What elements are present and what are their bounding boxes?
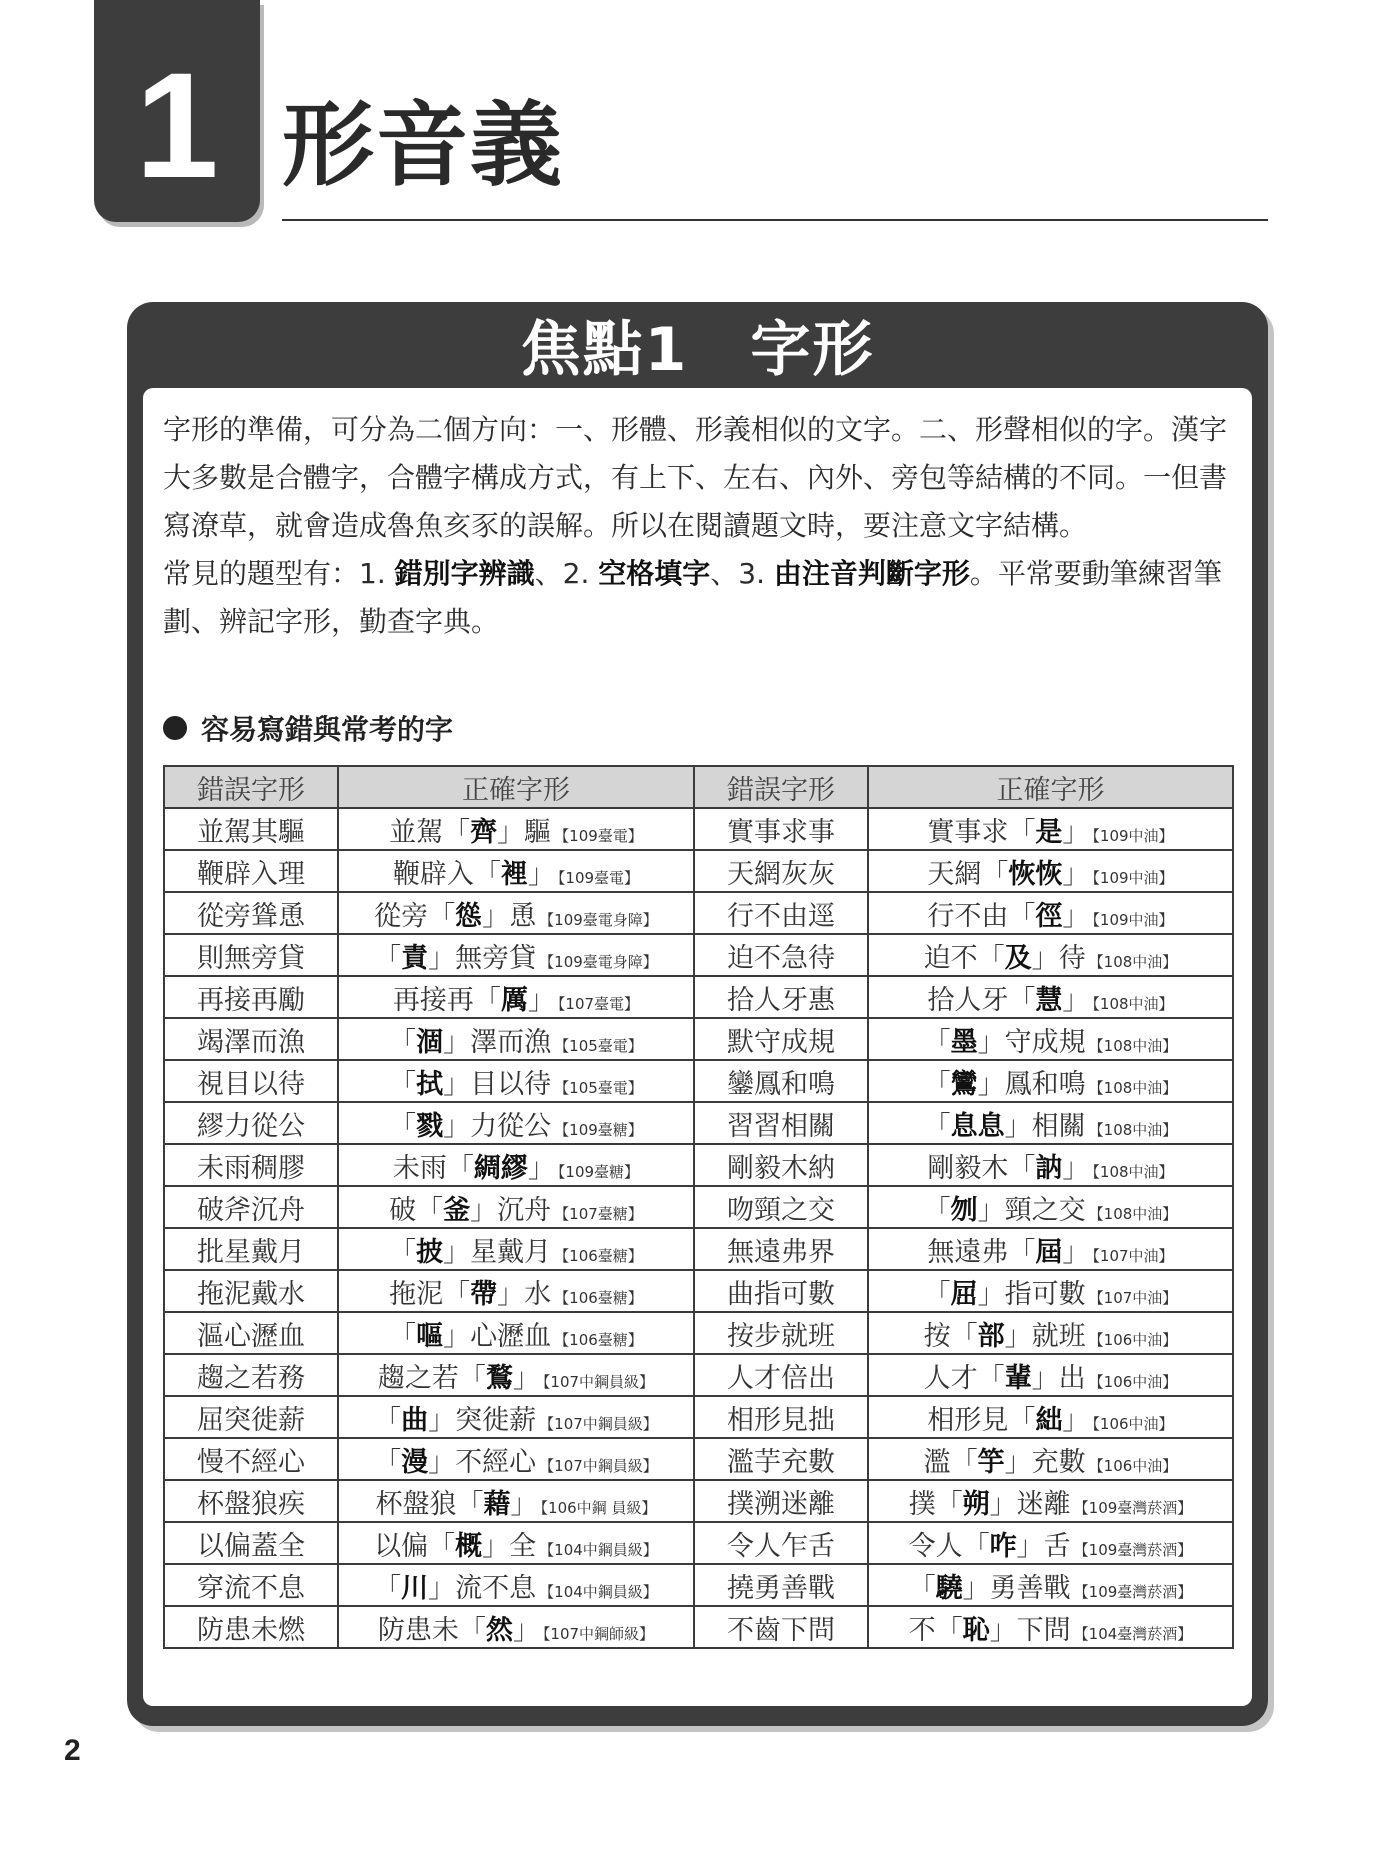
exam-source: 【109中油】 xyxy=(1092,826,1174,845)
correct-form-cell xyxy=(338,1186,694,1228)
wrong-form-cell: 再接再勵 xyxy=(164,976,338,1018)
wrong-form-cell: 濫芋充數 xyxy=(694,1438,868,1480)
exam-source: 【104中鋼員級】 xyxy=(539,1540,658,1559)
correct-key-char: 鶩 xyxy=(485,1362,513,1394)
correct-prefix: 「 xyxy=(923,1068,951,1100)
correct-form-cell xyxy=(338,934,694,976)
correct-form-cell xyxy=(868,1438,1233,1480)
correct-prefix: 人才「 xyxy=(923,1362,1005,1394)
correct-form-cell xyxy=(868,1522,1233,1564)
correct-suffix: 」 xyxy=(527,858,555,890)
correct-prefix: 「 xyxy=(908,1572,936,1604)
wrong-form-cell: 趨之若務 xyxy=(164,1354,338,1396)
correct-suffix: 」沉舟 xyxy=(470,1194,552,1226)
correct-form-cell xyxy=(338,1102,694,1144)
correct-key-char: 屈 xyxy=(950,1278,978,1310)
header-correct-form-1: 正確字形 xyxy=(338,766,694,808)
header-wrong-form-2: 錯誤字形 xyxy=(694,766,868,808)
correct-suffix: 」迷離 xyxy=(989,1488,1071,1520)
correct-form-cell xyxy=(338,1270,694,1312)
wrong-form-cell: 穿流不息 xyxy=(164,1564,338,1606)
correct-prefix: 從旁「 xyxy=(374,900,456,932)
correct-prefix: 並駕「 xyxy=(389,816,471,848)
correct-prefix: 「 xyxy=(389,1236,417,1268)
correct-suffix: 」力從公 xyxy=(443,1110,552,1142)
wrong-form-cell: 破斧沉舟 xyxy=(164,1186,338,1228)
table-row xyxy=(164,934,1233,976)
section-heading xyxy=(163,708,453,748)
correct-prefix: 拾人牙「 xyxy=(927,984,1036,1016)
exam-source: 【108中油】 xyxy=(1088,1036,1178,1055)
wrong-form-cell: 未雨稠膠 xyxy=(164,1144,338,1186)
correct-prefix: 天網「 xyxy=(927,858,1009,890)
exam-source: 【106臺糖】 xyxy=(554,1246,643,1265)
correct-prefix: 以偏「 xyxy=(374,1530,456,1562)
header-wrong-form-1: 錯誤字形 xyxy=(164,766,338,808)
correct-key-char: 墨 xyxy=(950,1026,978,1058)
correct-form-cell xyxy=(338,1522,694,1564)
correct-form-cell xyxy=(868,1396,1233,1438)
focus-panel xyxy=(127,302,1268,1726)
correct-key-char: 然 xyxy=(485,1614,513,1646)
correct-form-cell xyxy=(868,1102,1233,1144)
correct-suffix: 」 xyxy=(1062,1152,1090,1184)
correct-form-cell xyxy=(868,1228,1233,1270)
exam-source: 【107中鋼員級】 xyxy=(539,1456,658,1475)
intro-p2-sep1: 、2. xyxy=(534,557,599,590)
correct-prefix: 令人「 xyxy=(908,1530,990,1562)
page-number: 2 xyxy=(64,1734,81,1767)
correct-key-char: 是 xyxy=(1035,816,1063,848)
correct-suffix: 」水 xyxy=(497,1278,552,1310)
correct-suffix: 」守成規 xyxy=(977,1026,1086,1058)
wrong-form-cell: 屈突徙薪 xyxy=(164,1396,338,1438)
correct-key-char: 竽 xyxy=(977,1446,1005,1478)
correct-key-char: 綢繆 xyxy=(473,1152,528,1184)
wrong-form-cell: 竭澤而漁 xyxy=(164,1018,338,1060)
correct-key-char: 川 xyxy=(401,1572,429,1604)
correct-prefix: 鞭辟入「 xyxy=(392,858,501,890)
exam-source: 【106臺糖】 xyxy=(554,1330,643,1349)
correct-key-char: 披 xyxy=(416,1236,444,1268)
correct-key-char: 概 xyxy=(455,1530,483,1562)
wrong-form-cell: 從旁聳恿 xyxy=(164,892,338,934)
table-row xyxy=(164,892,1233,934)
exam-source: 【108中油】 xyxy=(1088,1078,1178,1097)
wrong-form-cell: 曲指可數 xyxy=(694,1270,868,1312)
wrong-form-cell: 鑾鳳和鳴 xyxy=(694,1060,868,1102)
exam-source: 【104中鋼員級】 xyxy=(539,1582,658,1601)
wrong-form-cell: 撓勇善戰 xyxy=(694,1564,868,1606)
exam-source: 【107臺糖】 xyxy=(554,1204,643,1223)
wrong-form-cell: 視目以待 xyxy=(164,1060,338,1102)
table-row xyxy=(164,1102,1233,1144)
correct-form-cell xyxy=(868,892,1233,934)
table-row xyxy=(164,850,1233,892)
correct-suffix: 」 xyxy=(1062,900,1090,932)
table-row xyxy=(164,1060,1233,1102)
correct-suffix: 」 xyxy=(527,1152,555,1184)
exam-source: 【105臺電】 xyxy=(554,1036,643,1055)
correct-prefix: 「 xyxy=(374,1572,402,1604)
correct-prefix: 再接再「 xyxy=(392,984,501,1016)
table-row xyxy=(164,1144,1233,1186)
table-row xyxy=(164,1606,1233,1648)
correct-suffix: 」 xyxy=(512,1362,540,1394)
correct-form-cell xyxy=(338,808,694,850)
wrong-form-cell: 拖泥戴水 xyxy=(164,1270,338,1312)
correct-form-cell xyxy=(868,1564,1233,1606)
exam-source: 【109臺電】 xyxy=(557,868,640,887)
correct-suffix: 」心瀝血 xyxy=(443,1320,552,1352)
correct-key-char: 慫 xyxy=(455,900,483,932)
wrong-form-cell: 默守成規 xyxy=(694,1018,868,1060)
correct-form-cell xyxy=(338,1606,694,1648)
wrong-form-cell: 行不由逕 xyxy=(694,892,868,934)
correct-key-char: 徑 xyxy=(1035,900,1063,932)
correct-suffix: 」出 xyxy=(1031,1362,1086,1394)
exam-source: 【106中油】 xyxy=(1088,1456,1178,1475)
correct-prefix: 撲「 xyxy=(908,1488,963,1520)
table-body xyxy=(164,808,1233,1648)
exam-source: 【109臺灣菸酒】 xyxy=(1073,1498,1193,1517)
correct-form-cell xyxy=(338,1144,694,1186)
chapter-divider xyxy=(282,219,1268,221)
correct-form-cell xyxy=(868,1018,1233,1060)
exam-source: 【108中油】 xyxy=(1088,1120,1178,1139)
correct-key-char: 咋 xyxy=(989,1530,1017,1562)
exam-source: 【109臺電身障】 xyxy=(539,910,658,929)
wrong-form-cell: 無遠弗界 xyxy=(694,1228,868,1270)
question-type-1: 錯別字辨識 xyxy=(394,557,535,590)
intro-p2-suffix: 。平常要動筆練習筆劃、辨記字形，勤查字典。 xyxy=(163,557,1222,638)
section-heading-text: 容易寫錯與常考的字 xyxy=(201,713,454,746)
correct-form-cell xyxy=(338,1228,694,1270)
wrong-form-cell: 迫不急待 xyxy=(694,934,868,976)
exam-source: 【109臺電】 xyxy=(554,826,643,845)
exam-source: 【104臺灣菸酒】 xyxy=(1073,1624,1193,1643)
correct-form-cell xyxy=(868,1060,1233,1102)
correct-form-cell xyxy=(868,808,1233,850)
correct-prefix: 未雨「 xyxy=(392,1152,474,1184)
correct-key-char: 輩 xyxy=(1004,1362,1032,1394)
correct-form-cell xyxy=(338,850,694,892)
header-correct-form-2: 正確字形 xyxy=(868,766,1233,808)
table-row xyxy=(164,1354,1233,1396)
correct-suffix: 」不經心 xyxy=(428,1446,537,1478)
correct-suffix: 」 xyxy=(1062,984,1090,1016)
correct-key-char: 嘔 xyxy=(416,1320,444,1352)
intro-paragraph-1: 字形的準備，可分為二個方向：一、形體、形義相似的文字。二、形聲相似的字。漢字大多數是合體字，合體字構成方式，有上下、左右、內外、旁包等結構的不同。一但書寫潦草，就會造成魯魚亥豕的誤解。所以在閱讀題文時，要注意文字結構。 xyxy=(163,413,1228,542)
exam-source: 【109中油】 xyxy=(1092,910,1174,929)
correct-prefix: 「 xyxy=(389,1068,417,1100)
correct-key-char: 及 xyxy=(1004,942,1032,974)
correct-suffix: 」 xyxy=(1062,816,1090,848)
exam-source: 【107中鋼師級】 xyxy=(542,1624,655,1643)
chapter-tab xyxy=(94,0,260,222)
wrong-form-cell: 漚心瀝血 xyxy=(164,1312,338,1354)
correct-suffix: 」目以待 xyxy=(443,1068,552,1100)
wrong-form-cell: 繆力從公 xyxy=(164,1102,338,1144)
exam-source: 【106中油】 xyxy=(1088,1330,1178,1349)
exam-source: 【109中油】 xyxy=(1092,868,1174,887)
correct-prefix: 杯盤狼「 xyxy=(375,1488,484,1520)
wrong-form-cell: 習習相關 xyxy=(694,1102,868,1144)
exam-source: 【109臺糖】 xyxy=(554,1120,643,1139)
correct-prefix: 剛毅木「 xyxy=(927,1152,1036,1184)
correct-suffix: 」澤而漁 xyxy=(443,1026,552,1058)
correct-form-cell xyxy=(868,1144,1233,1186)
correct-suffix: 」下問 xyxy=(989,1614,1071,1646)
correct-form-cell xyxy=(868,1354,1233,1396)
exam-source: 【106中油】 xyxy=(1088,1372,1178,1391)
correct-key-char: 責 xyxy=(401,942,429,974)
table-row xyxy=(164,1438,1233,1480)
correct-suffix: 」指可數 xyxy=(977,1278,1086,1310)
table-row xyxy=(164,1228,1233,1270)
correct-prefix: 按「 xyxy=(923,1320,978,1352)
correct-suffix: 」 xyxy=(527,984,555,1016)
correct-key-char: 恥 xyxy=(962,1614,990,1646)
wrong-form-cell: 防患未燃 xyxy=(164,1606,338,1648)
wrong-form-cell: 天網灰灰 xyxy=(694,850,868,892)
intro-p2-prefix: 常見的題型有：1. xyxy=(163,557,395,590)
correct-key-char: 戮 xyxy=(416,1110,444,1142)
correct-prefix: 「 xyxy=(374,1446,402,1478)
correct-key-char: 屆 xyxy=(1035,1236,1063,1268)
wrong-form-cell: 剛毅木納 xyxy=(694,1144,868,1186)
table-row xyxy=(164,1522,1233,1564)
wrong-form-cell: 實事求事 xyxy=(694,808,868,850)
exam-source: 【107中油】 xyxy=(1092,1246,1174,1265)
correct-form-cell xyxy=(338,1396,694,1438)
exam-source: 【107臺電】 xyxy=(557,994,640,1013)
correct-prefix: 迫不「 xyxy=(923,942,1005,974)
correct-suffix: 」全 xyxy=(482,1530,537,1562)
exam-source: 【108中油】 xyxy=(1092,994,1174,1013)
correct-prefix: 「 xyxy=(923,1110,951,1142)
wrong-form-cell: 人才倍出 xyxy=(694,1354,868,1396)
correct-prefix: 趨之若「 xyxy=(377,1362,486,1394)
correct-key-char: 刎 xyxy=(950,1194,978,1226)
correct-key-char: 釜 xyxy=(443,1194,471,1226)
correct-key-char: 息息 xyxy=(950,1110,1005,1142)
correct-suffix: 」恿 xyxy=(482,900,537,932)
correct-prefix: 「 xyxy=(389,1110,417,1142)
correct-suffix: 」 xyxy=(512,1614,540,1646)
wrong-form-cell: 則無旁貸 xyxy=(164,934,338,976)
exam-source: 【109臺灣菸酒】 xyxy=(1073,1582,1193,1601)
table-header-row xyxy=(164,766,1233,808)
correct-suffix: 」 xyxy=(1062,1236,1090,1268)
correct-prefix: 「 xyxy=(923,1026,951,1058)
correct-key-char: 慧 xyxy=(1035,984,1063,1016)
focus-title: 焦點1 字形 xyxy=(520,315,875,385)
correct-key-char: 訥 xyxy=(1035,1152,1063,1184)
exam-source: 【107中鋼員級】 xyxy=(542,1372,655,1391)
correct-key-char: 帶 xyxy=(470,1278,498,1310)
exam-source: 【106臺糖】 xyxy=(554,1288,643,1307)
wrong-form-cell: 令人乍舌 xyxy=(694,1522,868,1564)
correct-key-char: 鸞 xyxy=(950,1068,978,1100)
correct-prefix: 濫「 xyxy=(923,1446,978,1478)
wrong-form-cell: 鞭辟入理 xyxy=(164,850,338,892)
correct-form-cell xyxy=(868,850,1233,892)
correct-form-cell xyxy=(868,976,1233,1018)
correct-key-char: 驍 xyxy=(935,1572,963,1604)
correct-key-char: 藉 xyxy=(483,1488,511,1520)
exam-source: 【107中油】 xyxy=(1088,1288,1178,1307)
correct-suffix: 」流不息 xyxy=(428,1572,537,1604)
correct-form-cell xyxy=(338,1018,694,1060)
correct-form-cell xyxy=(868,1312,1233,1354)
correct-form-cell xyxy=(338,976,694,1018)
wrong-form-cell: 拾人牙惠 xyxy=(694,976,868,1018)
correct-form-cell xyxy=(868,1480,1233,1522)
bullet-icon xyxy=(163,716,187,740)
correct-form-cell xyxy=(338,892,694,934)
correct-prefix: 「 xyxy=(389,1320,417,1352)
correct-suffix: 」頸之交 xyxy=(977,1194,1086,1226)
correct-key-char: 裡 xyxy=(500,858,528,890)
correct-form-cell xyxy=(868,934,1233,976)
intro-p2-sep2: 、3. xyxy=(710,557,774,590)
wrong-form-cell: 批星戴月 xyxy=(164,1228,338,1270)
focus-content xyxy=(143,388,1252,1706)
correct-suffix: 」 xyxy=(510,1488,538,1520)
table-row xyxy=(164,1270,1233,1312)
table-row xyxy=(164,1480,1233,1522)
wrong-form-cell: 慢不經心 xyxy=(164,1438,338,1480)
correct-key-char: 漫 xyxy=(401,1446,429,1478)
exam-source: 【106中鋼 員級】 xyxy=(540,1498,657,1517)
table-row xyxy=(164,976,1233,1018)
wrong-form-cell: 不齒下問 xyxy=(694,1606,868,1648)
correct-prefix: 防患未「 xyxy=(377,1614,486,1646)
correct-key-char: 厲 xyxy=(500,984,528,1016)
correct-form-cell xyxy=(868,1606,1233,1648)
correct-suffix: 」 xyxy=(1062,858,1090,890)
correct-prefix: 實事求「 xyxy=(927,816,1036,848)
correct-key-char: 齊 xyxy=(470,816,498,848)
correct-prefix: 破「 xyxy=(389,1194,444,1226)
correct-suffix: 」待 xyxy=(1031,942,1086,974)
table-row xyxy=(164,808,1233,850)
wrong-form-cell: 按步就班 xyxy=(694,1312,868,1354)
correct-key-char: 恢恢 xyxy=(1008,858,1063,890)
correct-suffix: 」相關 xyxy=(1004,1110,1086,1142)
wrong-form-cell: 吻頸之交 xyxy=(694,1186,868,1228)
chapter-title: 形音義 xyxy=(282,92,565,199)
correct-suffix: 」突徙薪 xyxy=(428,1404,537,1436)
correct-prefix: 「 xyxy=(374,942,402,974)
exam-source: 【106中油】 xyxy=(1092,1414,1174,1433)
correct-suffix: 」星戴月 xyxy=(443,1236,552,1268)
correct-prefix: 無遠弗「 xyxy=(927,1236,1036,1268)
wrong-form-cell: 並駕其驅 xyxy=(164,808,338,850)
question-type-2: 空格填字 xyxy=(598,557,711,590)
table-row xyxy=(164,1018,1233,1060)
exam-source: 【105臺電】 xyxy=(554,1078,643,1097)
intro-text xyxy=(163,406,1238,646)
correct-prefix: 「 xyxy=(389,1026,417,1058)
correct-suffix: 」 xyxy=(1062,1404,1090,1436)
wrong-form-cell: 相形見拙 xyxy=(694,1396,868,1438)
correct-suffix: 」勇善戰 xyxy=(962,1572,1071,1604)
correct-key-char: 絀 xyxy=(1035,1404,1063,1436)
correct-prefix: 行不由「 xyxy=(927,900,1036,932)
table-row xyxy=(164,1564,1233,1606)
correct-prefix: 「 xyxy=(923,1194,951,1226)
correct-key-char: 部 xyxy=(977,1320,1005,1352)
exam-source: 【108中油】 xyxy=(1088,952,1178,971)
correct-prefix: 「 xyxy=(923,1278,951,1310)
table-row xyxy=(164,1312,1233,1354)
correct-form-cell xyxy=(868,1270,1233,1312)
exam-source: 【107中鋼員級】 xyxy=(539,1414,658,1433)
table-row xyxy=(164,1186,1233,1228)
exam-source: 【108中油】 xyxy=(1088,1204,1178,1223)
correct-suffix: 」鳳和鳴 xyxy=(977,1068,1086,1100)
correct-form-cell xyxy=(338,1060,694,1102)
correct-form-cell xyxy=(868,1186,1233,1228)
correct-form-cell xyxy=(338,1438,694,1480)
correct-key-char: 朔 xyxy=(962,1488,990,1520)
intro-paragraph-2 xyxy=(163,550,1238,646)
correct-key-char: 拭 xyxy=(416,1068,444,1100)
correct-suffix: 」驅 xyxy=(497,816,552,848)
correct-prefix: 相形見「 xyxy=(927,1404,1036,1436)
correct-suffix: 」舌 xyxy=(1016,1530,1071,1562)
correct-prefix: 拖泥「 xyxy=(389,1278,471,1310)
correct-form-cell xyxy=(338,1354,694,1396)
correct-prefix: 不「 xyxy=(908,1614,963,1646)
correct-suffix: 」無旁貸 xyxy=(428,942,537,974)
wrong-form-cell: 以偏蓋全 xyxy=(164,1522,338,1564)
chapter-number: 1 xyxy=(135,41,219,209)
question-type-3: 由注音判斷字形 xyxy=(773,557,970,590)
table-row xyxy=(164,1396,1233,1438)
exam-source: 【109臺糖】 xyxy=(557,1162,640,1181)
correct-suffix: 」就班 xyxy=(1004,1320,1086,1352)
exam-source: 【108中油】 xyxy=(1092,1162,1174,1181)
exam-source: 【109臺灣菸酒】 xyxy=(1073,1540,1193,1559)
correct-form-cell xyxy=(338,1312,694,1354)
wrong-form-cell: 杯盤狼疾 xyxy=(164,1480,338,1522)
correct-suffix: 」充數 xyxy=(1004,1446,1086,1478)
correct-form-cell xyxy=(338,1480,694,1522)
common-errors-table xyxy=(163,765,1234,1649)
exam-source: 【109臺電身障】 xyxy=(539,952,658,971)
correct-form-cell xyxy=(338,1564,694,1606)
correct-key-char: 曲 xyxy=(401,1404,429,1436)
wrong-form-cell: 撲溯迷離 xyxy=(694,1480,868,1522)
correct-key-char: 涸 xyxy=(416,1026,444,1058)
correct-prefix: 「 xyxy=(374,1404,402,1436)
